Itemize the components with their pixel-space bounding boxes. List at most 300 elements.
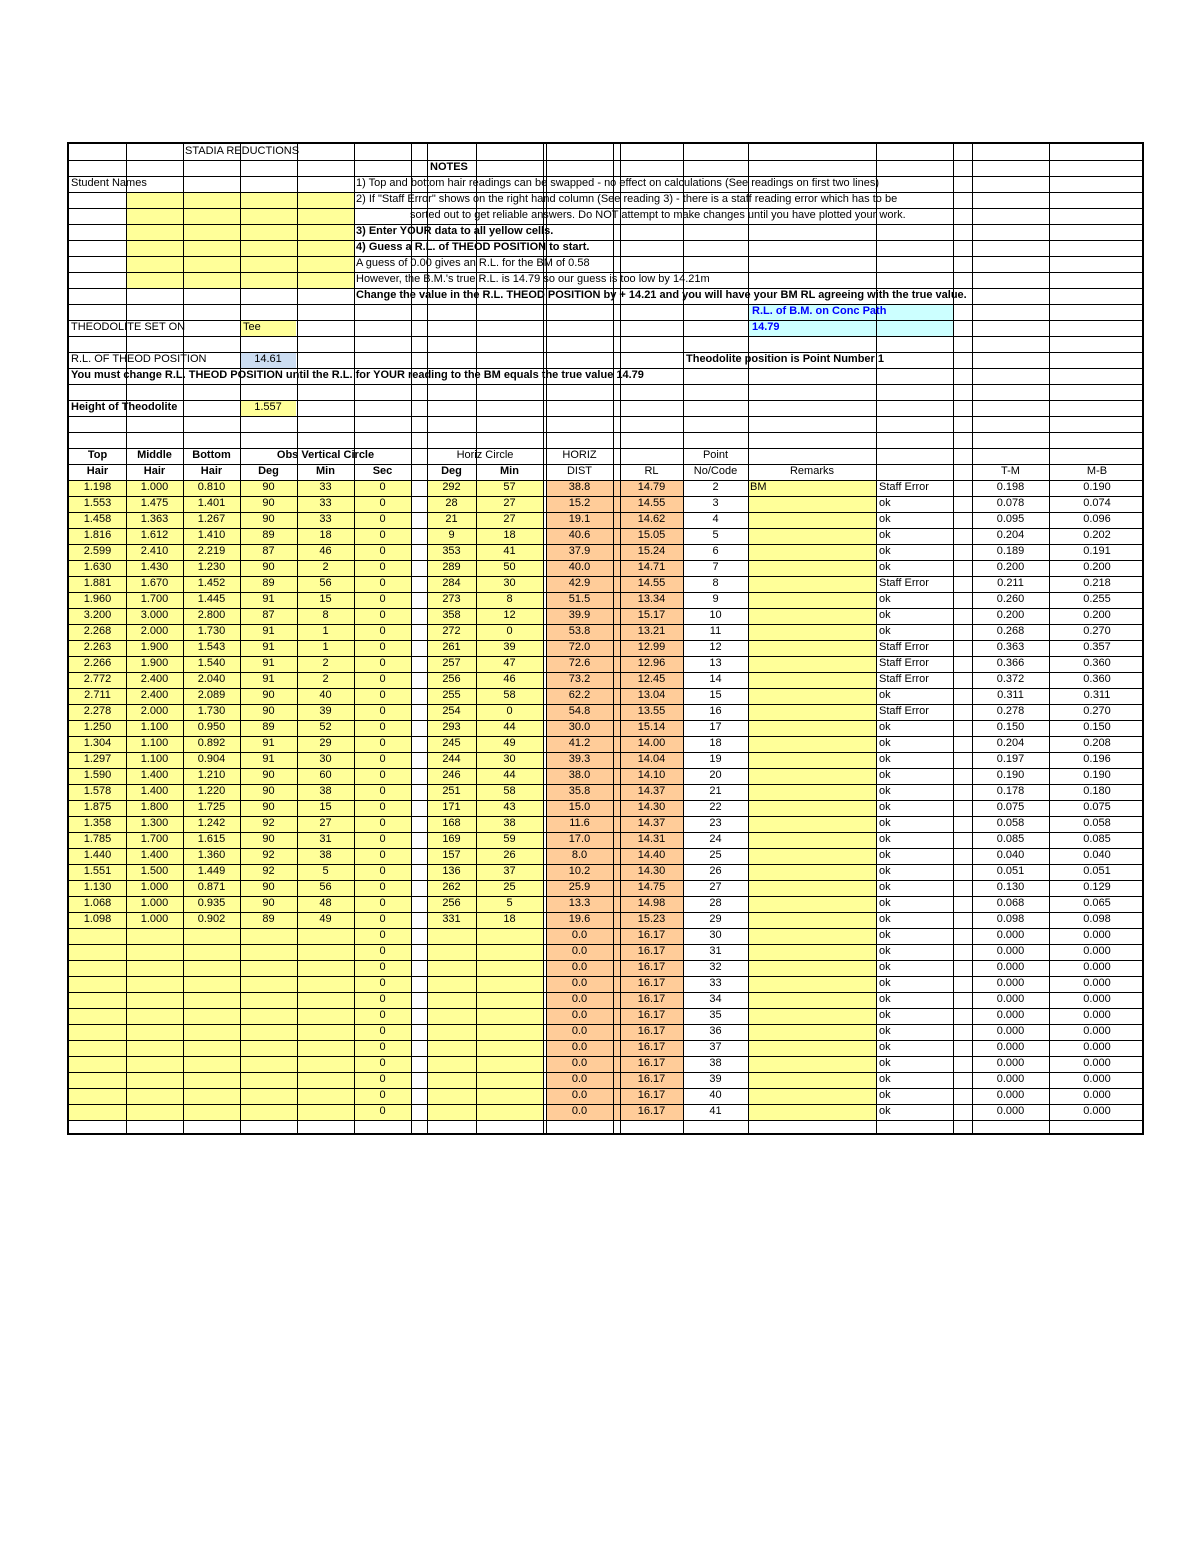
cell-remarks[interactable]: [750, 752, 876, 767]
cell-h-deg[interactable]: 353: [442, 545, 461, 557]
cell-bottom-hair[interactable]: [183, 1056, 240, 1071]
cell-h-deg[interactable]: 28: [445, 497, 458, 509]
cell-remarks[interactable]: [750, 960, 876, 975]
cell-remarks[interactable]: [750, 528, 876, 543]
cell-remarks[interactable]: [750, 704, 876, 719]
cell-v-sec[interactable]: 0: [379, 801, 386, 813]
cell-h-min[interactable]: 57: [503, 481, 516, 493]
cell-middle-hair[interactable]: 1.000: [140, 881, 169, 893]
cell-bottom-hair[interactable]: 1.543: [197, 641, 226, 653]
cell-top-hair[interactable]: 1.881: [83, 577, 112, 589]
cell-bottom-hair[interactable]: 1.220: [197, 785, 226, 797]
cell-top-hair[interactable]: [69, 928, 126, 943]
cell-v-deg[interactable]: 90: [262, 769, 275, 781]
cell-v-min[interactable]: [297, 1088, 354, 1103]
cell-middle-hair[interactable]: [126, 928, 183, 943]
cell-top-hair[interactable]: [69, 1104, 126, 1119]
cell-top-hair[interactable]: 2.263: [83, 641, 112, 653]
cell-v-deg[interactable]: 89: [262, 529, 275, 541]
cell-remarks[interactable]: [750, 1088, 876, 1103]
cell-h-deg[interactable]: [427, 1072, 476, 1087]
cell-v-min[interactable]: [297, 976, 354, 991]
cell-remarks[interactable]: [750, 848, 876, 863]
cell-v-deg[interactable]: [240, 1088, 297, 1103]
cell-v-sec[interactable]: 0: [379, 481, 386, 493]
cell-remarks[interactable]: [750, 656, 876, 671]
cell-middle-hair[interactable]: 2.400: [140, 689, 169, 701]
cell-middle-hair[interactable]: 1.700: [140, 833, 169, 845]
cell-v-sec[interactable]: 0: [379, 737, 386, 749]
cell-h-min[interactable]: 46: [503, 673, 516, 685]
cell-bottom-hair[interactable]: 2.040: [197, 673, 226, 685]
cell-middle-hair[interactable]: 1.500: [140, 865, 169, 877]
cell-v-sec[interactable]: 0: [379, 689, 386, 701]
cell-h-min[interactable]: 0: [506, 705, 513, 717]
cell-bottom-hair[interactable]: 1.615: [197, 833, 226, 845]
cell-h-deg[interactable]: 293: [442, 721, 461, 733]
cell-bottom-hair[interactable]: 0.904: [197, 753, 226, 765]
cell-v-sec[interactable]: 0: [379, 769, 386, 781]
cell-bottom-hair[interactable]: 2.219: [197, 545, 226, 557]
cell-v-deg[interactable]: [240, 944, 297, 959]
cell-h-min[interactable]: 44: [503, 769, 516, 781]
cell-v-sec[interactable]: 0: [379, 609, 386, 621]
cell-remarks[interactable]: [750, 576, 876, 591]
cell-remarks[interactable]: [750, 896, 876, 911]
cell-bottom-hair[interactable]: 0.871: [197, 881, 226, 893]
cell-h-deg[interactable]: [427, 1024, 476, 1039]
cell-middle-hair[interactable]: 1.100: [140, 753, 169, 765]
cell-middle-hair[interactable]: 2.000: [140, 625, 169, 637]
cell-v-min[interactable]: [297, 1104, 354, 1119]
cell-h-deg[interactable]: [427, 928, 476, 943]
cell-h-deg[interactable]: 21: [445, 513, 458, 525]
cell-bottom-hair[interactable]: 1.267: [197, 513, 226, 525]
cell-top-hair[interactable]: 1.297: [83, 753, 112, 765]
cell-h-min[interactable]: 59: [503, 833, 516, 845]
cell-h-min[interactable]: [476, 1024, 543, 1039]
cell-h-deg[interactable]: [427, 960, 476, 975]
cell-remarks[interactable]: [750, 512, 876, 527]
cell-v-sec[interactable]: 0: [379, 641, 386, 653]
cell-bottom-hair[interactable]: [183, 992, 240, 1007]
cell-middle-hair[interactable]: 2.400: [140, 673, 169, 685]
cell-v-min[interactable]: 33: [319, 481, 332, 493]
cell-h-deg[interactable]: 136: [442, 865, 461, 877]
cell-v-deg[interactable]: 92: [262, 817, 275, 829]
cell-middle-hair[interactable]: 1.363: [140, 513, 169, 525]
cell-bottom-hair[interactable]: 1.730: [197, 625, 226, 637]
cell-v-min[interactable]: 46: [319, 545, 332, 557]
cell-remarks[interactable]: BM: [750, 481, 767, 493]
cell-v-deg[interactable]: 90: [262, 705, 275, 717]
cell-v-deg[interactable]: 90: [262, 881, 275, 893]
cell-top-hair[interactable]: [69, 992, 126, 1007]
cell-v-deg[interactable]: 90: [262, 513, 275, 525]
cell-bottom-hair[interactable]: 0.892: [197, 737, 226, 749]
cell-v-min[interactable]: 27: [319, 817, 332, 829]
cell-h-min[interactable]: 44: [503, 721, 516, 733]
cell-v-sec[interactable]: 0: [379, 497, 386, 509]
cell-v-deg[interactable]: 90: [262, 497, 275, 509]
cell-h-deg[interactable]: 256: [442, 673, 461, 685]
cell-v-sec[interactable]: 0: [379, 865, 386, 877]
cell-top-hair[interactable]: [69, 944, 126, 959]
cell-middle-hair[interactable]: 1.475: [140, 497, 169, 509]
cell-v-min[interactable]: 38: [319, 849, 332, 861]
cell-middle-hair[interactable]: 1.430: [140, 561, 169, 573]
cell-h-deg[interactable]: 168: [442, 817, 461, 829]
cell-v-sec[interactable]: 0: [379, 913, 386, 925]
cell-remarks[interactable]: [750, 832, 876, 847]
cell-h-min[interactable]: 37: [503, 865, 516, 877]
cell-h-min[interactable]: [476, 928, 543, 943]
cell-remarks[interactable]: [750, 864, 876, 879]
cell-v-min[interactable]: 18: [319, 529, 332, 541]
cell-remarks[interactable]: [750, 784, 876, 799]
cell-remarks[interactable]: [750, 736, 876, 751]
cell-v-deg[interactable]: [240, 1008, 297, 1023]
cell-h-min[interactable]: [476, 1088, 543, 1103]
cell-h-min[interactable]: 18: [503, 913, 516, 925]
cell-top-hair[interactable]: 2.599: [83, 545, 112, 557]
cell-middle-hair[interactable]: 1.000: [140, 481, 169, 493]
cell-v-deg[interactable]: 91: [262, 737, 275, 749]
cell-v-min[interactable]: 49: [319, 913, 332, 925]
cell-h-deg[interactable]: 292: [442, 481, 461, 493]
cell-middle-hair[interactable]: 1.000: [140, 897, 169, 909]
cell-middle-hair[interactable]: [126, 1104, 183, 1119]
cell-h-deg[interactable]: 255: [442, 689, 461, 701]
cell-v-sec[interactable]: 0: [379, 897, 386, 909]
cell-middle-hair[interactable]: [126, 1024, 183, 1039]
cell-bottom-hair[interactable]: 2.800: [197, 609, 226, 621]
cell-middle-hair[interactable]: 1.900: [140, 641, 169, 653]
cell-h-deg[interactable]: 358: [442, 609, 461, 621]
cell-h-deg[interactable]: 245: [442, 737, 461, 749]
cell-v-sec[interactable]: 0: [379, 849, 386, 861]
cell-middle-hair[interactable]: [126, 1040, 183, 1055]
cell-remarks[interactable]: [750, 816, 876, 831]
cell-top-hair[interactable]: 1.440: [83, 849, 112, 861]
cell-v-min[interactable]: 33: [319, 497, 332, 509]
cell-top-hair[interactable]: 1.785: [83, 833, 112, 845]
cell-top-hair[interactable]: [69, 960, 126, 975]
cell-h-min[interactable]: [476, 1056, 543, 1071]
cell-top-hair[interactable]: 1.304: [83, 737, 112, 749]
cell-v-deg[interactable]: 87: [262, 545, 275, 557]
cell-middle-hair[interactable]: 1.700: [140, 593, 169, 605]
cell-v-sec[interactable]: 0: [379, 945, 386, 957]
cell-middle-hair[interactable]: 1.400: [140, 769, 169, 781]
cell-v-deg[interactable]: [240, 1072, 297, 1087]
cell-v-sec[interactable]: 0: [379, 785, 386, 797]
cell-h-deg[interactable]: [427, 1088, 476, 1103]
cell-h-deg[interactable]: 251: [442, 785, 461, 797]
cell-h-deg[interactable]: [427, 976, 476, 991]
cell-top-hair[interactable]: 1.551: [83, 865, 112, 877]
cell-h-deg[interactable]: [427, 944, 476, 959]
cell-h-min[interactable]: 43: [503, 801, 516, 813]
cell-bottom-hair[interactable]: 1.242: [197, 817, 226, 829]
cell-h-deg[interactable]: [427, 1008, 476, 1023]
theodolite-set-on-input[interactable]: Tee: [243, 321, 261, 333]
cell-middle-hair[interactable]: 1.900: [140, 657, 169, 669]
cell-h-deg[interactable]: 273: [442, 593, 461, 605]
cell-h-deg[interactable]: [427, 1104, 476, 1119]
cell-h-deg[interactable]: 331: [442, 913, 461, 925]
cell-h-min[interactable]: 18: [503, 529, 516, 541]
cell-h-min[interactable]: 47: [503, 657, 516, 669]
cell-top-hair[interactable]: 2.278: [83, 705, 112, 717]
cell-h-min[interactable]: 26: [503, 849, 516, 861]
cell-h-min[interactable]: 25: [503, 881, 516, 893]
cell-v-min[interactable]: 48: [319, 897, 332, 909]
cell-v-sec[interactable]: 0: [379, 1009, 386, 1021]
cell-v-deg[interactable]: 90: [262, 785, 275, 797]
cell-remarks[interactable]: [750, 592, 876, 607]
cell-bottom-hair[interactable]: [183, 928, 240, 943]
cell-top-hair[interactable]: 1.578: [83, 785, 112, 797]
cell-v-min[interactable]: 1: [322, 625, 329, 637]
cell-v-sec[interactable]: 0: [379, 1041, 386, 1053]
cell-remarks[interactable]: [750, 640, 876, 655]
cell-top-hair[interactable]: [69, 1008, 126, 1023]
cell-middle-hair[interactable]: [126, 1008, 183, 1023]
cell-remarks[interactable]: [750, 976, 876, 991]
cell-v-sec[interactable]: 0: [379, 577, 386, 589]
cell-v-deg[interactable]: 90: [262, 833, 275, 845]
cell-top-hair[interactable]: 1.630: [83, 561, 112, 573]
cell-bottom-hair[interactable]: [183, 1072, 240, 1087]
cell-v-sec[interactable]: 0: [379, 545, 386, 557]
cell-h-min[interactable]: 39: [503, 641, 516, 653]
cell-remarks[interactable]: [750, 1008, 876, 1023]
cell-top-hair[interactable]: 1.553: [83, 497, 112, 509]
cell-top-hair[interactable]: 1.875: [83, 801, 112, 813]
cell-v-deg[interactable]: [240, 1104, 297, 1119]
cell-h-deg[interactable]: 169: [442, 833, 461, 845]
cell-h-min[interactable]: [476, 1008, 543, 1023]
cell-middle-hair[interactable]: 2.000: [140, 705, 169, 717]
cell-top-hair[interactable]: 2.266: [83, 657, 112, 669]
cell-v-min[interactable]: [297, 928, 354, 943]
cell-remarks[interactable]: [750, 1024, 876, 1039]
cell-v-deg[interactable]: 89: [262, 721, 275, 733]
cell-bottom-hair[interactable]: 1.401: [197, 497, 226, 509]
cell-bottom-hair[interactable]: 1.445: [197, 593, 226, 605]
cell-v-deg[interactable]: 90: [262, 481, 275, 493]
cell-h-min[interactable]: [476, 1040, 543, 1055]
cell-remarks[interactable]: [750, 560, 876, 575]
cell-v-deg[interactable]: 91: [262, 593, 275, 605]
cell-v-deg[interactable]: 90: [262, 561, 275, 573]
cell-middle-hair[interactable]: 1.800: [140, 801, 169, 813]
cell-h-min[interactable]: 41: [503, 545, 516, 557]
cell-v-sec[interactable]: 0: [379, 817, 386, 829]
cell-v-min[interactable]: 15: [319, 801, 332, 813]
cell-h-min[interactable]: [476, 944, 543, 959]
cell-top-hair[interactable]: 2.772: [83, 673, 112, 685]
cell-v-min[interactable]: [297, 1056, 354, 1071]
cell-h-deg[interactable]: 272: [442, 625, 461, 637]
cell-h-min[interactable]: 8: [506, 593, 513, 605]
cell-v-min[interactable]: [297, 1024, 354, 1039]
cell-remarks[interactable]: [750, 672, 876, 687]
cell-top-hair[interactable]: 1.816: [83, 529, 112, 541]
cell-remarks[interactable]: [750, 928, 876, 943]
cell-bottom-hair[interactable]: 1.730: [197, 705, 226, 717]
cell-remarks[interactable]: [750, 912, 876, 927]
cell-middle-hair[interactable]: [126, 960, 183, 975]
cell-v-min[interactable]: 39: [319, 705, 332, 717]
cell-bottom-hair[interactable]: [183, 1008, 240, 1023]
cell-bottom-hair[interactable]: 1.540: [197, 657, 226, 669]
cell-v-min[interactable]: [297, 944, 354, 959]
cell-v-sec[interactable]: 0: [379, 673, 386, 685]
cell-top-hair[interactable]: [69, 1040, 126, 1055]
cell-h-min[interactable]: 50: [503, 561, 516, 573]
cell-bottom-hair[interactable]: 0.935: [197, 897, 226, 909]
cell-v-deg[interactable]: [240, 976, 297, 991]
cell-v-deg[interactable]: 89: [262, 577, 275, 589]
cell-v-deg[interactable]: 91: [262, 657, 275, 669]
cell-remarks[interactable]: [750, 1056, 876, 1071]
cell-h-deg[interactable]: [427, 1056, 476, 1071]
cell-h-deg[interactable]: 157: [442, 849, 461, 861]
rl-theod-input[interactable]: 14.61: [254, 353, 282, 365]
cell-h-min[interactable]: 38: [503, 817, 516, 829]
cell-h-min[interactable]: [476, 992, 543, 1007]
cell-middle-hair[interactable]: 1.100: [140, 721, 169, 733]
height-theod-input[interactable]: 1.557: [254, 401, 282, 413]
cell-top-hair[interactable]: 1.960: [83, 593, 112, 605]
cell-v-deg[interactable]: [240, 960, 297, 975]
cell-v-min[interactable]: 56: [319, 577, 332, 589]
cell-v-deg[interactable]: [240, 1040, 297, 1055]
cell-middle-hair[interactable]: [126, 944, 183, 959]
cell-v-deg[interactable]: 91: [262, 753, 275, 765]
cell-remarks[interactable]: [750, 544, 876, 559]
cell-v-deg[interactable]: [240, 1024, 297, 1039]
cell-v-min[interactable]: 15: [319, 593, 332, 605]
cell-middle-hair[interactable]: [126, 1072, 183, 1087]
cell-h-deg[interactable]: 261: [442, 641, 461, 653]
cell-top-hair[interactable]: [69, 1056, 126, 1071]
cell-bottom-hair[interactable]: 0.950: [197, 721, 226, 733]
cell-v-deg[interactable]: 91: [262, 673, 275, 685]
cell-h-deg[interactable]: 9: [448, 529, 455, 541]
cell-h-deg[interactable]: [427, 992, 476, 1007]
cell-bottom-hair[interactable]: 2.089: [197, 689, 226, 701]
cell-bottom-hair[interactable]: 1.725: [197, 801, 226, 813]
cell-v-deg[interactable]: 89: [262, 913, 275, 925]
cell-remarks[interactable]: [750, 800, 876, 815]
cell-middle-hair[interactable]: [126, 1056, 183, 1071]
cell-h-min[interactable]: 30: [503, 753, 516, 765]
cell-h-min[interactable]: 5: [506, 897, 513, 909]
cell-remarks[interactable]: [750, 1104, 876, 1119]
cell-bottom-hair[interactable]: 0.810: [197, 481, 226, 493]
cell-h-min[interactable]: 27: [503, 497, 516, 509]
cell-h-deg[interactable]: 284: [442, 577, 461, 589]
cell-v-deg[interactable]: 90: [262, 801, 275, 813]
cell-remarks[interactable]: [750, 944, 876, 959]
cell-bottom-hair[interactable]: [183, 944, 240, 959]
cell-top-hair[interactable]: 1.358: [83, 817, 112, 829]
cell-v-min[interactable]: 2: [322, 561, 329, 573]
cell-h-deg[interactable]: [427, 1040, 476, 1055]
cell-bottom-hair[interactable]: [183, 1088, 240, 1103]
cell-middle-hair[interactable]: 2.410: [140, 545, 169, 557]
cell-h-deg[interactable]: 171: [442, 801, 461, 813]
cell-v-sec[interactable]: 0: [379, 593, 386, 605]
cell-v-min[interactable]: 38: [319, 785, 332, 797]
cell-h-min[interactable]: 27: [503, 513, 516, 525]
cell-v-sec[interactable]: 0: [379, 657, 386, 669]
cell-bottom-hair[interactable]: [183, 1104, 240, 1119]
cell-h-min[interactable]: [476, 1072, 543, 1087]
cell-h-min[interactable]: 58: [503, 785, 516, 797]
cell-bottom-hair[interactable]: [183, 960, 240, 975]
cell-top-hair[interactable]: [69, 1024, 126, 1039]
cell-v-sec[interactable]: 0: [379, 753, 386, 765]
cell-v-deg[interactable]: 91: [262, 625, 275, 637]
cell-v-sec[interactable]: 0: [379, 833, 386, 845]
cell-h-min[interactable]: 0: [506, 625, 513, 637]
cell-v-deg[interactable]: 90: [262, 897, 275, 909]
cell-v-min[interactable]: 60: [319, 769, 332, 781]
cell-top-hair[interactable]: 1.250: [83, 721, 112, 733]
cell-v-min[interactable]: [297, 1008, 354, 1023]
cell-h-min[interactable]: [476, 1104, 543, 1119]
cell-v-sec[interactable]: 0: [379, 881, 386, 893]
cell-v-deg[interactable]: 90: [262, 689, 275, 701]
cell-v-sec[interactable]: 0: [379, 529, 386, 541]
cell-v-deg[interactable]: 92: [262, 865, 275, 877]
cell-h-min[interactable]: [476, 976, 543, 991]
cell-h-min[interactable]: 58: [503, 689, 516, 701]
cell-v-sec[interactable]: 0: [379, 993, 386, 1005]
cell-v-sec[interactable]: 0: [379, 625, 386, 637]
cell-h-deg[interactable]: 246: [442, 769, 461, 781]
cell-remarks[interactable]: [750, 768, 876, 783]
cell-v-min[interactable]: [297, 992, 354, 1007]
cell-middle-hair[interactable]: 3.000: [140, 609, 169, 621]
cell-remarks[interactable]: [750, 688, 876, 703]
cell-v-deg[interactable]: 91: [262, 641, 275, 653]
cell-remarks[interactable]: [750, 880, 876, 895]
cell-h-deg[interactable]: 257: [442, 657, 461, 669]
cell-v-min[interactable]: 33: [319, 513, 332, 525]
cell-v-min[interactable]: [297, 960, 354, 975]
cell-remarks[interactable]: [750, 496, 876, 511]
cell-remarks[interactable]: [750, 720, 876, 735]
cell-middle-hair[interactable]: 1.612: [140, 529, 169, 541]
cell-v-min[interactable]: 40: [319, 689, 332, 701]
cell-middle-hair[interactable]: 1.300: [140, 817, 169, 829]
cell-h-min[interactable]: 49: [503, 737, 516, 749]
cell-h-deg[interactable]: 254: [442, 705, 461, 717]
cell-bottom-hair[interactable]: 1.449: [197, 865, 226, 877]
cell-middle-hair[interactable]: 1.400: [140, 785, 169, 797]
cell-h-deg[interactable]: 289: [442, 561, 461, 573]
cell-v-min[interactable]: 8: [322, 609, 329, 621]
cell-bottom-hair[interactable]: [183, 976, 240, 991]
cell-bottom-hair[interactable]: 1.210: [197, 769, 226, 781]
cell-top-hair[interactable]: 1.068: [83, 897, 112, 909]
cell-top-hair[interactable]: 1.130: [83, 881, 112, 893]
